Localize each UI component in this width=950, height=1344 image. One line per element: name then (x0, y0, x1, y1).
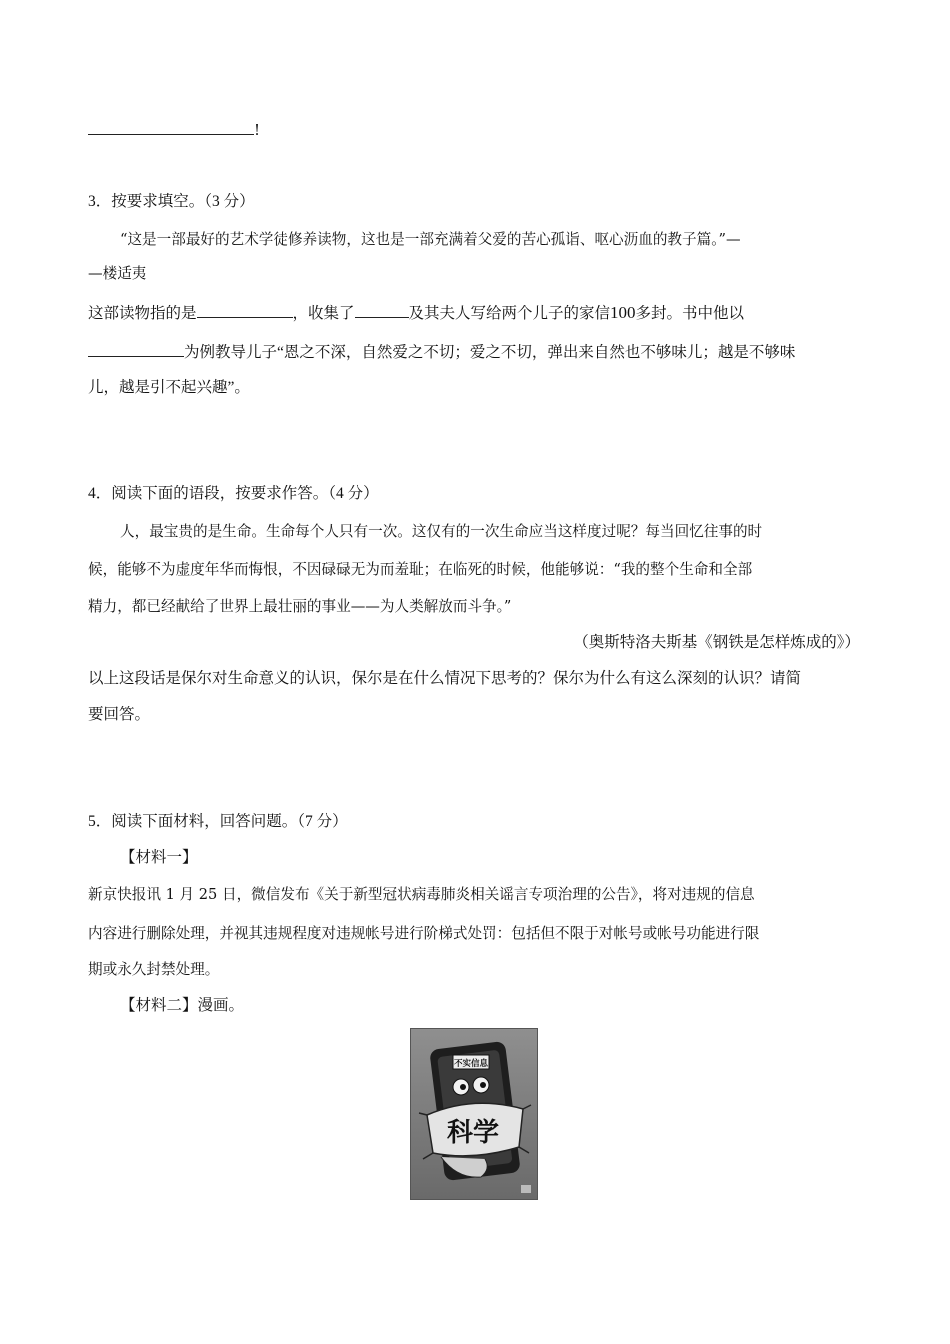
q3-fill-line2 (88, 342, 860, 363)
answer-blank[interactable] (88, 120, 254, 135)
blank-example[interactable] (88, 342, 184, 357)
text: 这部读物指的是 (88, 305, 197, 322)
q5-heading: 5．阅读下面材料，回答问题。（7 分） (88, 813, 348, 830)
material2-label: 【材料二】漫画。 (120, 997, 245, 1014)
label-box (453, 1055, 489, 1069)
q3-fill-line1 (88, 303, 860, 324)
q4-heading: 4．阅读下面的语段，按要求作答。（4 分） (88, 485, 379, 502)
comic-top-text: 不实信息 (453, 1059, 489, 1069)
comic-mask-text: 科学 (446, 1118, 500, 1148)
text: 为例教导儿子“恩之不深，自然爱之不切；爱之不切，弹出来自然也不够味儿；越是不够味 (184, 344, 796, 361)
q4-passage-line1: 人，最宝贵的是生命。生命每个人只有一次。这仅有的一次生命应当这样度过呢？每当回忆往事的时 (120, 523, 763, 540)
material1-line2: 内容进行删除处理，并视其违规程度对违规帐号进行阶梯式处罚：包括但不限于对帐号或帐号功能进行限 (88, 925, 760, 942)
material1-line1: 新京快报讯 1 月 25 日，微信发布《关于新型冠状病毒肺炎相关谣言专项治理的公告》，将对违规的信息 (88, 886, 755, 903)
material1-line3: 期或永久封禁处理。 (88, 961, 220, 978)
q3-quote-line1: “这是一部最好的艺术学徒修养读物，这也是一部充满着父爱的苦心孤诣、呕心沥血的教子篇。”— (120, 231, 741, 248)
q4-ask-line1: 以上这段话是保尔对生命意义的认识，保尔是在什么情况下思考的？保尔为什么有这么深刻的认识？请简 (88, 670, 802, 687)
material1-label: 【材料一】 (120, 849, 198, 866)
cartoon-illustration (411, 1029, 537, 1199)
q4-passage-line3: 精力，都已经献给了世界上最壮丽的事业——为人类解放而斗争。” (88, 598, 512, 615)
q3-quote-line2: —楼适夷 (88, 265, 147, 282)
q4-passage-line2: 候，能够不为虚度年华而悔恨，不因碌碌无为而羞耻；在临死的时候，他能够说：“我的整个生命和全部 (88, 561, 753, 578)
signature-mark (521, 1185, 531, 1193)
q4-source: （奥斯特洛夫斯基《钢铁是怎样炼成的》） (573, 634, 860, 651)
text: ，收集了 (292, 305, 355, 322)
text: 及其夫人写给两个儿子的家信 (408, 305, 611, 322)
q4-ask-line2: 要回答。 (88, 706, 151, 723)
letter-count: 100 (610, 303, 636, 322)
blank-author[interactable] (355, 303, 409, 318)
q3-fill-line3: 儿，越是引不起兴趣”。 (88, 379, 250, 396)
text: 多封。书中他以 (635, 305, 745, 322)
q3-heading: 3．按要求填空。（3 分） (88, 193, 255, 210)
top-answer-line (88, 120, 860, 140)
blank-book-title[interactable] (197, 303, 293, 318)
exclamation-mark: ! (254, 121, 261, 139)
cartoon-image (410, 1028, 538, 1200)
